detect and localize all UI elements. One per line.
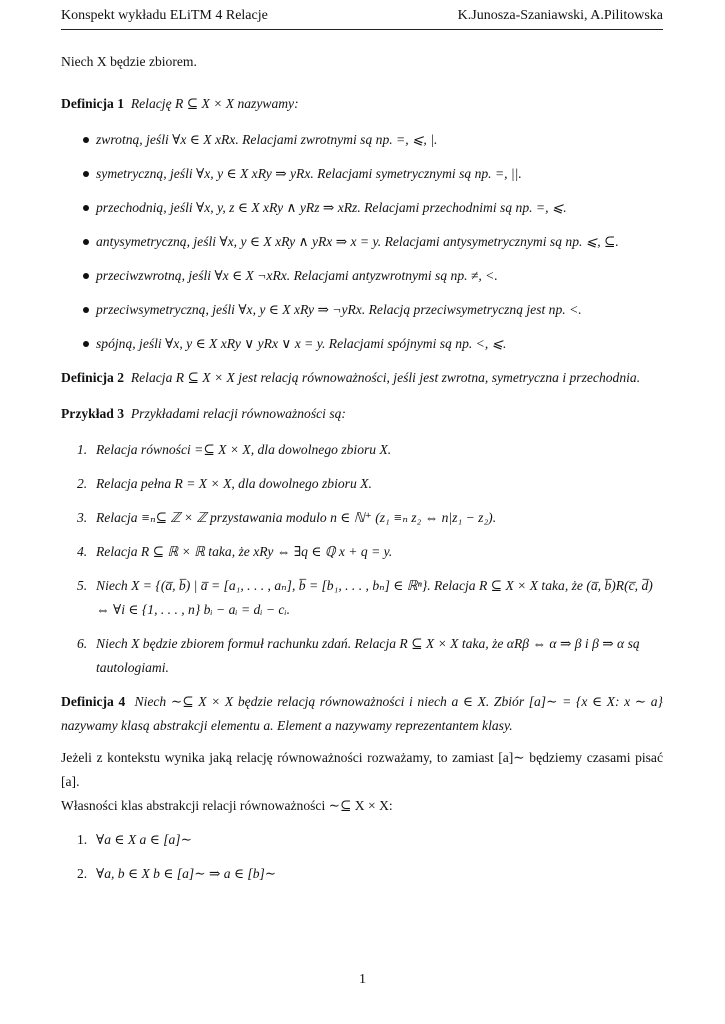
definition-2-text: Relacja R ⊆ X × X jest relacją równoważności, jeśli jest zwrotna, symetryczna i przechodnia. [130, 370, 641, 385]
item-text: Niech X = {(a̅, b̅) | a̅ = [a₁, . . . , aₙ], b̅ = [b₁, . . . , bₙ] ∈ ℝⁿ}. Relacja R ⊆ X × X taka, że (a̅, b̅)R(c̅, d̅) ⇔ ∀i ∈ {1, . . . , n} bᵢ − aᵢ = dᵢ − cᵢ. [96, 578, 653, 617]
page-body [61, 50, 663, 896]
list-item: symetryczną, jeśli ∀x, y ∈ X xRy ⇒ yRx. Relacjami symetrycznymi są np. =, ||. [61, 162, 663, 186]
intro-text: Niech X będzie zbiorem. [61, 54, 197, 69]
definition-4 [61, 690, 663, 738]
page-number: 1 [359, 972, 366, 987]
definition-1-text: Relację R ⊆ X × X nazywamy: [130, 96, 299, 111]
definition-4-label: Definicja 4 [61, 694, 126, 709]
list-item: przeciwzwrotną, jeśli ∀x ∈ X ¬xRx. Relacjami antyzwrotnymi są np. ≠, <. [61, 264, 663, 288]
definition-2 [61, 366, 663, 390]
header-title: Konspekt wykładu ELiTM 4 Relacje [61, 8, 268, 23]
definition-1 [61, 92, 663, 116]
list-item [61, 828, 663, 852]
item-text: Niech X będzie zbiorem formuł rachunku zdań. Relacja R ⊆ X × X taka, że αRβ ⇔ α ⇒ β i β ⇒ α są tautologiami. [96, 636, 640, 675]
example-3-text: Przykładami relacji równoważności są: [130, 406, 346, 421]
paragraph-properties: Własności klas abstrakcji relacji równoważności ∼⊆ X × X: [61, 798, 393, 813]
list-item [61, 438, 663, 462]
list-item: zwrotną, jeśli ∀x ∈ X xRx. Relacjami zwrotnymi są np. =, ⩽, |. [61, 128, 663, 152]
list-item [61, 632, 663, 680]
example-3-label: Przykład 3 [61, 406, 125, 421]
item-number: 2. [77, 866, 88, 881]
equivalence-examples-list [61, 438, 663, 680]
item-text: Relacja równości =⊆ X × X, dla dowolnego zbioru X. [96, 442, 392, 457]
example-3 [61, 402, 663, 426]
definition-2-label: Definicja 2 [61, 370, 125, 385]
definition-1-label: Definicja 1 [61, 96, 125, 111]
relation-properties-list [61, 128, 663, 356]
list-item [61, 506, 663, 530]
item-text: Relacja pełna R = X × X, dla dowolnego zbioru X. [96, 476, 372, 491]
paragraph-context: Jeżeli z kontekstu wynika jaką relację równoważności rozważamy, to zamiast [a]∼ będziemy czasami pisać [a]. [61, 750, 663, 789]
item-text: Relacja ≡ₙ⊆ ℤ × ℤ przystawania modulo n ∈ ℕ⁺ (z₁ ≡ₙ z₂ ⇔ n|z₁ − z₂). [96, 510, 497, 525]
abstraction-class-properties-list [61, 828, 663, 886]
item-number: 3. [77, 510, 88, 525]
header-authors: K.Junosza-Szaniawski, A.Pilitowska [457, 8, 663, 23]
list-item: przechodnią, jeśli ∀x, y, z ∈ X xRy ∧ yRz ⇒ xRz. Relacjami przechodnimi są np. =, ⩽. [61, 196, 663, 220]
item-number: 5. [77, 578, 88, 593]
list-item [61, 574, 663, 622]
item-number: 1. [77, 442, 88, 457]
list-item [61, 540, 663, 564]
list-item: antysymetryczną, jeśli ∀x, y ∈ X xRy ∧ yRx ⇒ x = y. Relacjami antysymetrycznymi są np. ⩽, ⊆. [61, 230, 663, 254]
item-number: 1. [77, 832, 88, 847]
list-item [61, 862, 663, 886]
item-number: 4. [77, 544, 88, 559]
item-text: ∀a, b ∈ X b ∈ [a]∼ ⇒ a ∈ [b]∼ [96, 866, 277, 881]
running-header [61, 4, 663, 30]
list-item: spójną, jeśli ∀x, y ∈ X xRy ∨ yRx ∨ x = y. Relacjami spójnymi są np. <, ⩽. [61, 332, 663, 356]
item-number: 2. [77, 476, 88, 491]
definition-4-text: Niech ∼⊆ X × X będzie relacją równoważności i niech a ∈ X. Zbiór [a]∼ = {x ∈ X: x ∼ a} nazywamy klasą abstrakcji elementu a. Element a nazywamy reprezentantem klasy. [61, 694, 663, 733]
item-text: ∀a ∈ X a ∈ [a]∼ [96, 832, 192, 847]
item-number: 6. [77, 636, 88, 651]
list-item [61, 472, 663, 496]
item-text: Relacja R ⊆ ℝ × ℝ taka, że xRy ⇔ ∃q ∈ ℚ x + q = y. [96, 544, 393, 559]
list-item: przeciwsymetryczną, jeśli ∀x, y ∈ X xRy ⇒ ¬yRx. Relacją przeciwsymetryczną jest np. <. [61, 298, 663, 322]
